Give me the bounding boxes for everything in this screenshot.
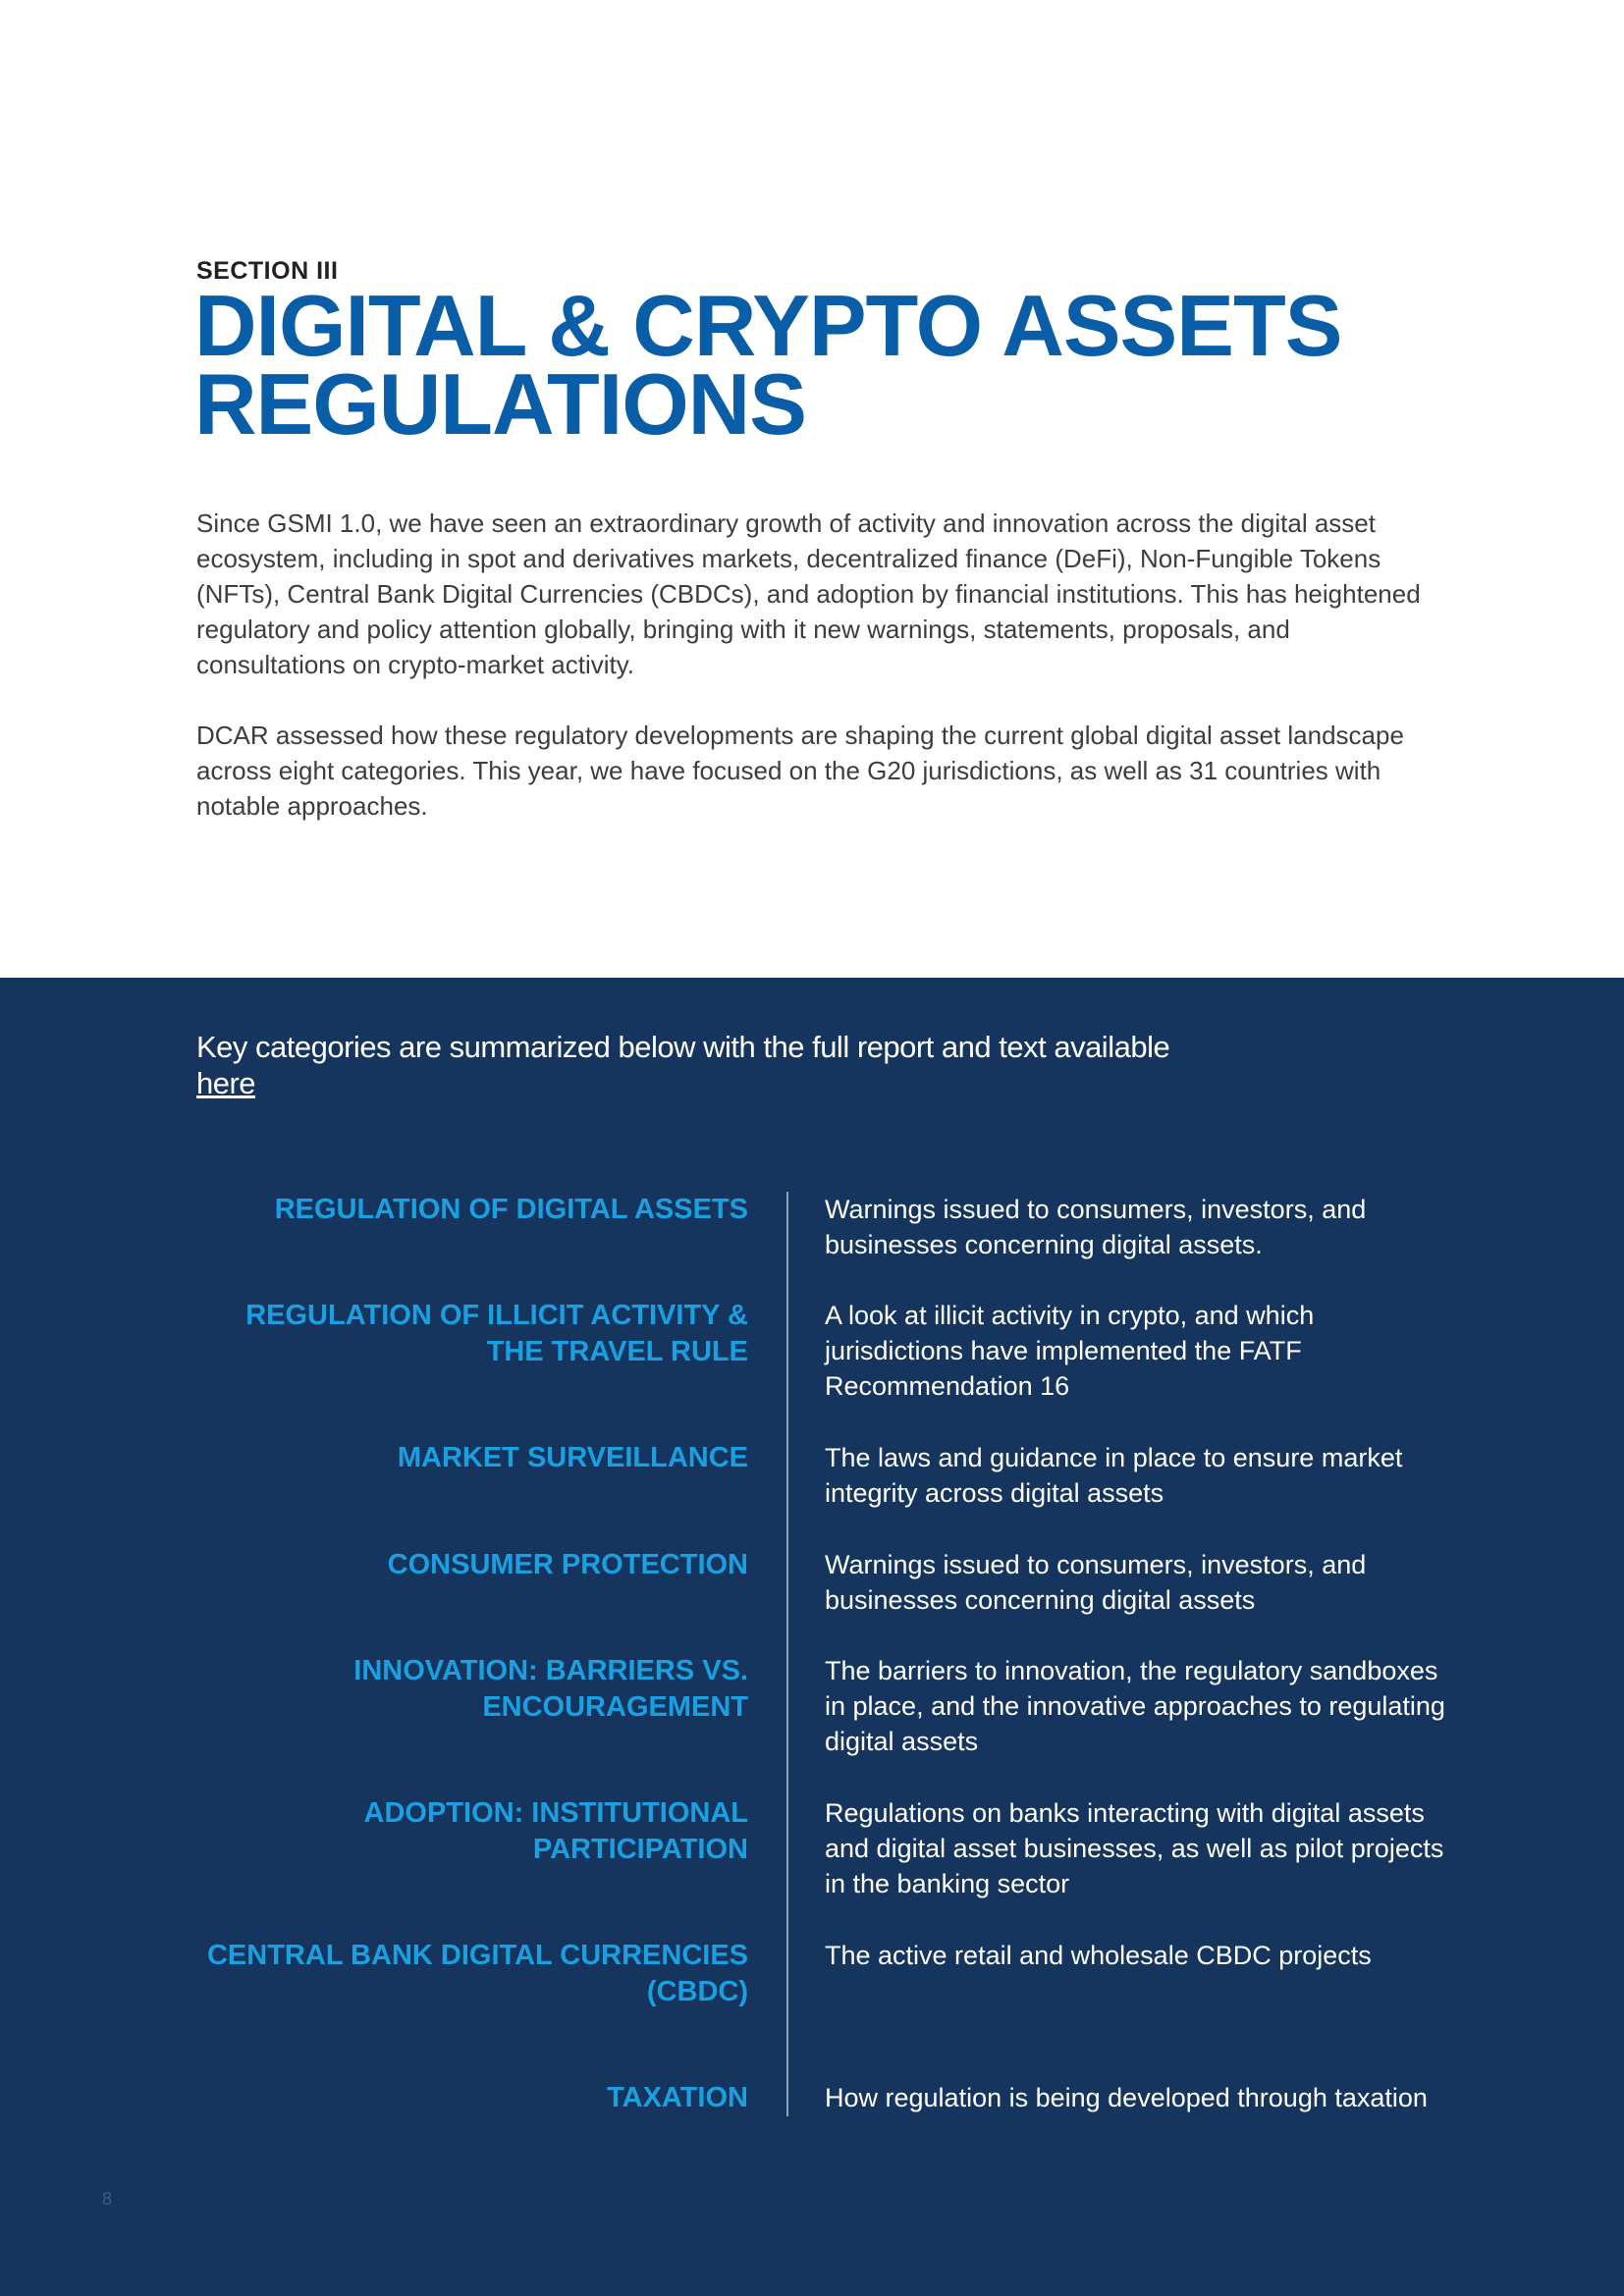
category-description: The active retail and wholesale CBDC projects	[825, 1941, 1372, 1970]
page-title-line-1: DIGITAL & CRYPTO ASSETS	[194, 277, 1342, 374]
panel-intro	[196, 1029, 1178, 1101]
category-name: MARKET SURVEILLANCE	[397, 1442, 748, 1473]
category-description: The barriers to innovation, the regulatory sandboxes in place, and the innovative approaches to regulating digital assets	[825, 1656, 1445, 1756]
category-description: A look at illicit activity in crypto, and which jurisdictions have implemented the FATF Recommendation 16	[825, 1301, 1315, 1401]
panel-intro-text: Key categories are summarized below with the full report and text available	[196, 1030, 1170, 1064]
category-description: How regulation is being developed through taxation	[825, 2083, 1428, 2112]
category-description: The laws and guidance in place to ensure market integrity across digital assets	[825, 1443, 1403, 1508]
top-section	[0, 0, 1624, 978]
page-title-line-2: REGULATIONS	[194, 355, 806, 453]
category-name: TAXATION	[607, 2082, 748, 2113]
intro-paragraph-1: Since GSMI 1.0, we have seen an extraordinary growth of activity and innovation across the digital asset ecosystem, including in spot and derivatives markets, decentralized finance (DeFi), Non-Fungible Tokens (NFTs), Central Bank Digital Currencies (CBDCs), and adoption by financial institutions. This has heightened regulatory and policy attention globally, bringing with it new warnings, statements, proposals, and consultations on crypto-market activity.	[196, 508, 1421, 679]
page-title	[194, 277, 1471, 453]
category-name: REGULATION OF DIGITAL ASSETS	[274, 1194, 748, 1225]
page-number: 8	[102, 2189, 113, 2209]
category-description: Warnings issued to consumers, investors, and businesses concerning digital assets.	[825, 1195, 1367, 1259]
intro-text	[196, 506, 1443, 859]
full-report-link[interactable]: here	[196, 1066, 256, 1100]
intro-paragraph-2: DCAR assessed how these regulatory developments are shaping the current global digital asset landscape across eight categories. This year, we have focused on the G20 jurisdictions, as well as 31 countries with notable approaches.	[196, 721, 1404, 821]
category-name: INNOVATION: BARRIERS VS. ENCOURAGEMENT	[353, 1655, 748, 1723]
category-name: CENTRAL BANK DIGITAL CURRENCIES (CBDC)	[206, 1940, 748, 2007]
category-name: REGULATION OF ILLICIT ACTIVITY & THE TRAVEL RULE	[245, 1300, 748, 1367]
section-label: SECTION III	[196, 257, 339, 285]
category-name: CONSUMER PROTECTION	[387, 1549, 748, 1580]
category-description: Warnings issued to consumers, investors, and businesses concerning digital assets	[825, 1550, 1367, 1615]
category-description: Regulations on banks interacting with digital assets and digital asset businesses, as well as pilot projects in the banking sector	[825, 1798, 1444, 1898]
category-name: ADOPTION: INSTITUTIONAL PARTICIPATION	[363, 1797, 748, 1865]
column-divider	[786, 1192, 788, 2116]
